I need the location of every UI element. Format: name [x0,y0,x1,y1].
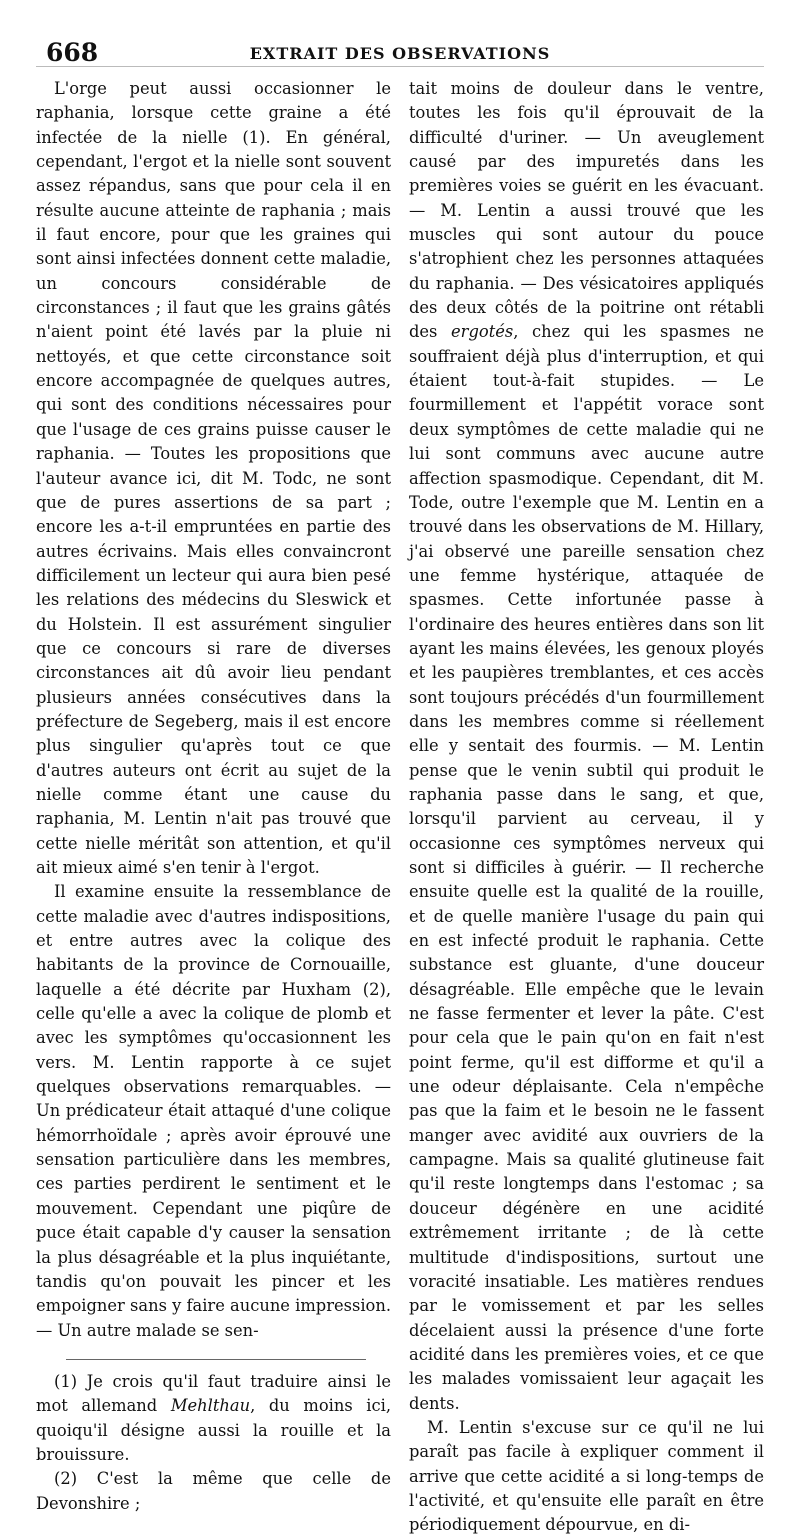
left-paragraph-2: Il examine ensuite la ressemblance de cette maladie avec d'autres indispositions, et entre autres avec la colique des habitants de la province de Cornouaille, laquelle a été décrite par Huxham (2), celle qu'elle a avec la colique de plomb et avec les symptômes qu'occasionnent les vers. M. Lentin rapporte à ce sujet quelques observations remarquables. — Un prédicateur était attaqué d'une colique hémorrhoïdale ; après avoir éprouvé une sensation particulière dans les membres, ces parties perdirent le sentiment et le mouvement. Cependant une piqûre de puce était capable d'y causer la sensation la plus désagréable et la plus inquiétante, tandis qu'on pouvait les pincer et les empoigner sans y faire aucune impression. — Un autre malade se sen- [36,882,391,1340]
right-paragraph-1 [409,77,764,1416]
footnote-1-text-before: Je crois qu'il faut traduire ainsi le mot allemand [36,1371,391,1416]
right-paragraph-1-italic: ergotés [451,322,514,342]
right-column [409,77,764,1538]
footnote-2-text: C'est la même que celle de Devonshire ; [36,1469,391,1513]
footnote-1-number: (1) [54,1371,78,1391]
footnote-1-text-after: , du moins ici, quoiqu'il désigne aussi la rouille et la brouissure. [36,1396,391,1464]
footnote-2 [36,1467,391,1516]
text-columns [36,77,764,1538]
running-title: EXTRAIT DES OBSERVATIONS [249,44,551,63]
right-paragraph-1-after: , chez qui les spasmes ne souffraient déjà plus d'interruption, et qui étaient tout-à-fait stupides. — Le fourmillement et l'appétit vorace sont deux symptômes de cette maladie qui ne lui sont communs avec aucune autre affection spasmodique. Cependant, dit M. Tode, outre l'exemple que M. Lentin en a trouvé dans les observations de M. Hillary, j'ai observé une pareille sensation chez une femme hystérique, attaquée de spasmes. Cette infortunée passe à l'ordinaire des heures entières dans son lit ayant les mains élevées, les genoux ployés et les paupières tremblantes, et ces accès sont toujours précédés d'un fourmillement dans les membres comme si réellement elle y sentait des fourmis. — M. Lentin pense que le venin subtil qui produit le raphania passe dans le sang, et que, lorsqu'il parvient au cerveau, il y occasionne ces symptômes nerveux qui sont si difficiles à guérir. — Il recherche ensuite quelle est la qualité de la rouille, et de quelle manière l'usage du pain qui en est infecté produit le raphania. Cette substance est gluante, d'une douceur désagréable. Elle empêche que le levain ne fasse fermenter et lever la pâte. C'est pour cela que le pain qu'on en fait n'est point ferme, qu'il est difforme et qu'il a une odeur déplaisante. Cela n'empêche pas que la faim et le besoin ne le fassent manger avec avidité aux ouvriers de la campagne. Mais sa qualité glutineuse fait qu'il reste longtemps dans l'estomac ; sa douceur dégénère en une acidité extrêmement irritante ; de là cette multitude d'indispositions, surtout une voracité insatiable. Les matières rendues par le vomissement et par les selles décelaient aussi la présence d'une forte acidité dans les premières voies, et ce que les malades vomissaient leur agaçait les dents. [409,322,764,1413]
right-paragraph-2: M. Lentin s'excuse sur ce qu'il ne lui paraît pas facile à expliquer comment il arrive que cette acidité a si long-temps de l'activité, et qu'ensuite elle paraît en être périodiquement dépourvue, en di- [409,1417,764,1535]
left-paragraph-1: L'orge peut aussi occasionner le raphania, lorsque cette graine a été infectée de la nielle (1). En général, cependant, l'ergot et la nielle sont souvent assez répandus, sans que pour cela il en résulte aucune atteinte de raphania ; mais il faut encore, pour que les graines qui sont ainsi infectées donnent cette maladie, un concours considérable de circonstances ; il faut que les grains gâtés n'aient point été lavés par la pluie ni nettoyés, et que cette circonstance soit encore accompagnée de quelques autres, qui sont des conditions nécessaires pour que l'usage de ces grains puisse causer le raphania. — Toutes les propositions que l'auteur avance ici, dit M. Todc, ne sont que de pures assertions de sa part ; encore les a-t-il empruntées en partie des autres écrivains. Mais elles convaincront difficilement un lecteur qui aura bien pesé les relations des médecins du Sleswick et du Holstein. Il est assurément singulier que ce concours si rare de diverses circonstances ait dû avoir lieu pendant plusieurs années consécutives dans la préfecture de Segeberg, mais il est encore plus singulier qu'après tout ce que d'autres auteurs ont écrit au sujet de la nielle comme étant une cause du raphania, M. Lentin n'ait pas trouvé que cette nielle méritât son attention, et qu'il ait mieux aimé s'en tenir à l'ergot. [36,79,391,877]
right-paragraph-1-before: tait moins de douleur dans le ventre, toutes les fois qu'il éprouvait de la difficulté d'uriner. — Un aveuglement causé par des impuretés dans les premières voies se guérit en les évacuant. — M. Lentin a aussi trouvé que les muscles qui sont autour du pouce s'atrophient chez les personnes attaquées du raphania. — Des vésicatoires appliqués des deux côtés de la poitrine ont rétabli des [409,79,764,342]
footnote-divider [66,1359,366,1360]
page-number: 668 [46,38,99,67]
page-header [36,28,764,67]
footnote-1 [36,1370,391,1467]
footnote-1-german-word: Mehlthau [170,1396,251,1416]
footnote-2-number: (2) [54,1469,78,1489]
left-column [36,77,391,1538]
